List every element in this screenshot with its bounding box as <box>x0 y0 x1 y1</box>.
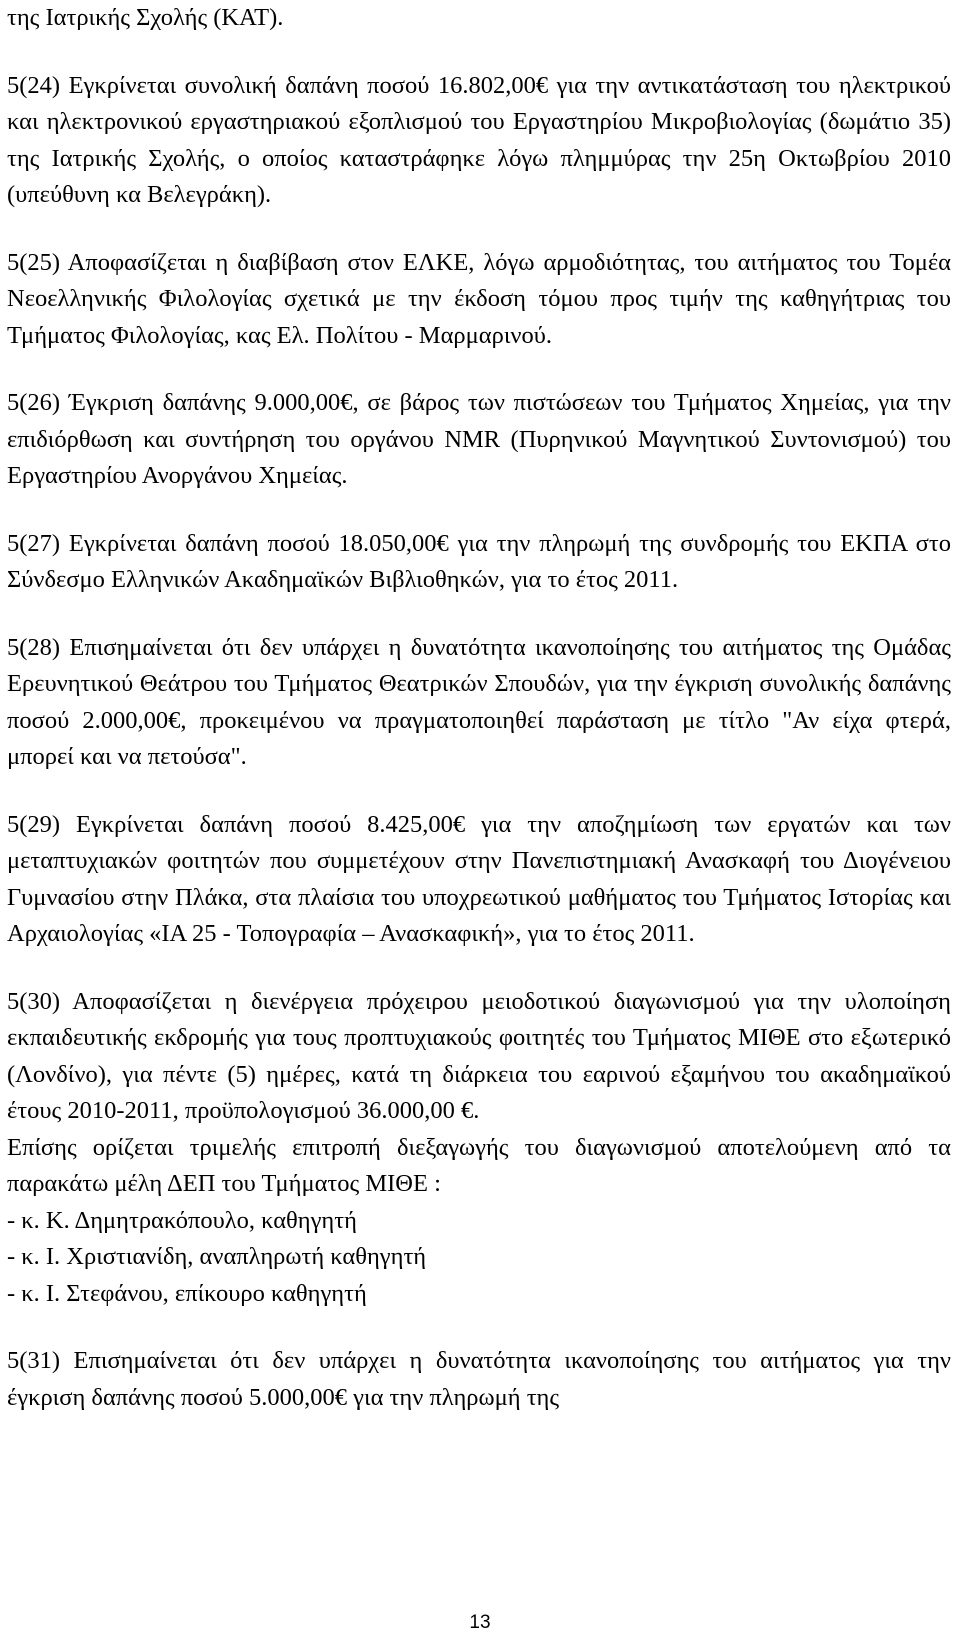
committee-member: - κ. Ι. Χριστιανίδη, αναπληρωτή καθηγητή <box>7 1243 427 1270</box>
page-number: 13 <box>469 1612 491 1633</box>
paragraph-5-25: 5(25) Αποφασίζεται η διαβίβαση στον ΕΛΚΕ, λόγω αρμοδιότητας, του αιτήματος του Τομέα Νεοελληνικής Φιλολογίας σχετικά με την έκδοση τόμου προς τιμήν της καθηγήτριας του Τμήματος Φιλολογίας, κας Ελ. Πολίτου - Μαρμαρινού. <box>7 248 951 349</box>
paragraph-5-26: 5(26) Έγκριση δαπάνης 9.000,00€, σε βάρος των πιστώσεων του Τμήματος Χημείας, για την επιδιόρθωση και συντήρηση του οργάνου NMR (Πυρηνικού Μαγνητικού Συντονισμού) του Εργαστηρίου Ανοργάνου Χημείας. <box>7 389 951 489</box>
document-body <box>7 0 951 1416</box>
paragraph-5-27: 5(27) Εγκρίνεται δαπάνη ποσού 18.050,00€ για την πληρωμή της συνδρομής του ΕΚΠΑ στο Σύνδεσμο Ελληνικών Ακαδημαϊκών Βιβλιοθηκών, για το έτος 2011. <box>7 529 951 593</box>
committee-member: - κ. Ι. Στεφάνου, επίκουρο καθηγητή <box>7 1279 367 1307</box>
paragraph-continuation: της Ιατρικής Σχολής (ΚΑΤ). <box>7 4 284 31</box>
paragraph-5-30: 5(30) Αποφασίζεται η διενέργεια πρόχειρου μειοδοτικού διαγωνισμού για την υλοποίηση εκπαιδευτικής εκδρομής για τους προπτυχιακούς φοιτητές του Τμήματος ΜΙΘΕ στο εξωτερικό (Λονδίνο), για πέντε (5) ημέρες, κατά τη διάρκεια του εαρινού εξαμήνου του ακαδημαϊκού έτους 2010-2011, προϋπολογισμού 36.000,00 €. <box>7 987 951 1124</box>
paragraph-5-24: 5(24) Εγκρίνεται συνολική δαπάνη ποσού 16.802,00€ για την αντικατάσταση του ηλεκτρικού και ηλεκτρονικού εργαστηριακού εξοπλισμού του Εργαστηρίου Μικροβιολογίας (δωμάτιο 35) της Ιατρικής Σχολής, ο οποίος καταστράφηκε λόγω πλημμύρας την 25η Οκτωβρίου 2010 (υπεύθυνη κα Βελεγράκη). <box>7 71 951 208</box>
committee-members-list <box>7 1203 951 1313</box>
committee-member: - κ. Κ. Δημητρακόπουλο, καθηγητή <box>7 1206 357 1234</box>
committee-intro: Επίσης ορίζεται τριμελής επιτροπή διεξαγωγής του διαγωνισμού αποτελούμενη από τα παρακάτω μέλη ΔΕΠ του Τμήματος ΜΙΘΕ : <box>7 1133 951 1197</box>
paragraph-5-28: 5(28) Επισημαίνεται ότι δεν υπάρχει η δυνατότητα ικανοποίησης του αιτήματος της Ομάδας Ερευνητικού Θεάτρου του Τμήματος Θεατρικών Σπουδών, για την έγκριση συνολικής δαπάνης ποσού 2.000,00€, προκειμένου να πραγματοποιηθεί παράσταση με τίτλο "Αν είχα φτερά, μπορεί και να πετούσα". <box>7 633 951 770</box>
paragraph-5-31: 5(31) Επισημαίνεται ότι δεν υπάρχει η δυνατότητα ικανοποίησης του αιτήματος για την έγκριση δαπάνης ποσού 5.000,00€ για την πληρωμή της <box>7 1347 951 1411</box>
paragraph-5-29: 5(29) Εγκρίνεται δαπάνη ποσού 8.425,00€ για την αποζημίωση των εργατών και των μεταπτυχιακών φοιτητών που συμμετέχουν στην Πανεπιστημιακή Ανασκαφή του Διογένειου Γυμνασίου στην Πλάκα, στα πλαίσια του υποχρεωτικού μαθήματος του Τμήματος Ιστορίας και Αρχαιολογίας «ΙΑ 25 - Τοπογραφία – Ανασκαφική», για το έτος 2011. <box>7 810 951 947</box>
